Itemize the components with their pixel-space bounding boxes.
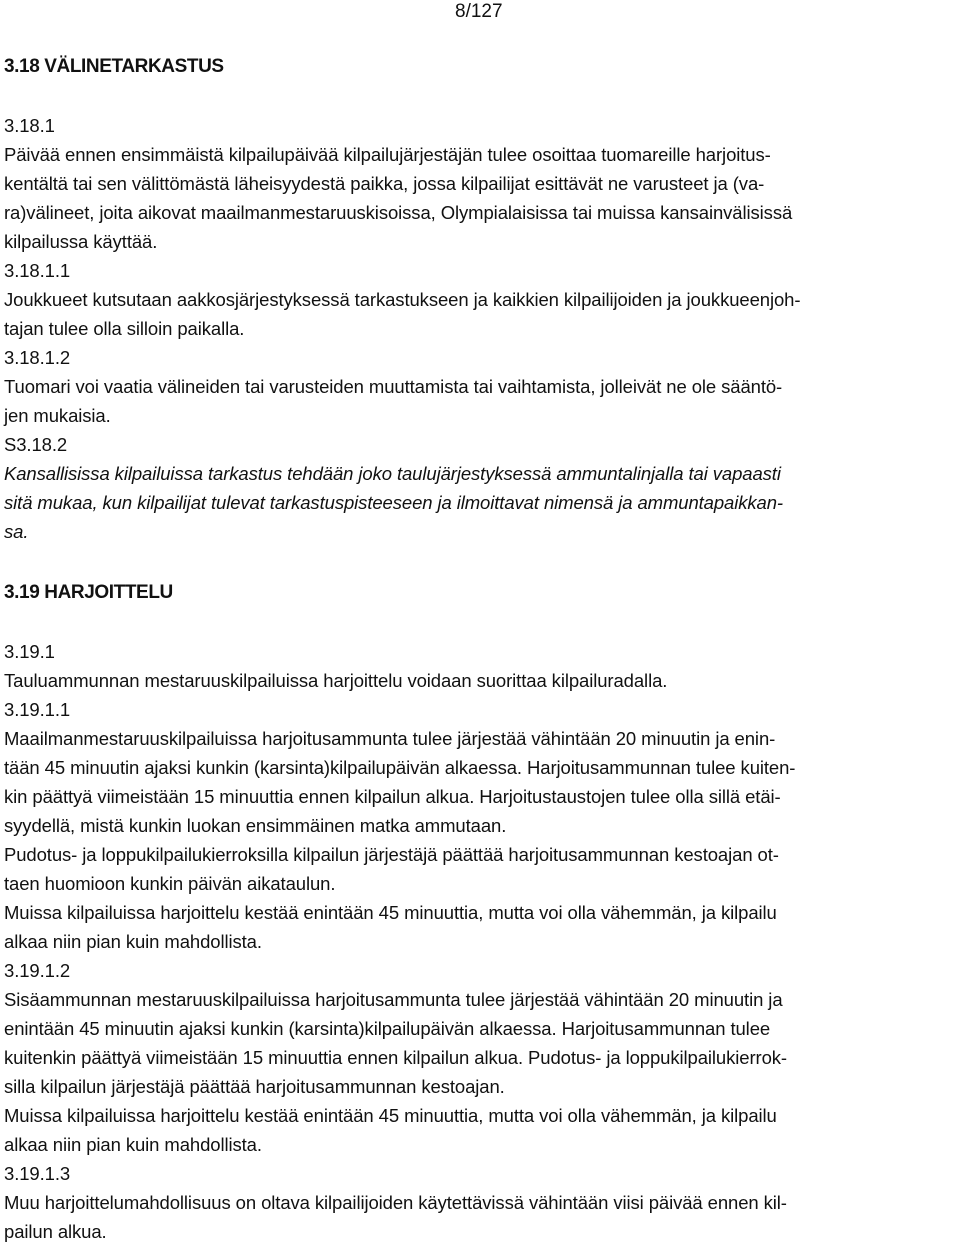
text-line: kuitenkin päättyä viimeistään 15 minuuttia ennen kilpailun alkua. Pudotus- ja loppukilpailukierrok-	[4, 1047, 787, 1068]
text-line: Pudotus- ja loppukilpailukierroksilla kilpailun järjestäjä päättää harjoitusammunnan kestoajan ot-	[4, 844, 779, 865]
text-line: Muissa kilpailuissa harjoittelu kestää enintään 45 minuuttia, mutta voi olla vähemmän, ja kilpailu	[4, 902, 777, 923]
text-line: taen huomioon kunkin päivän aikataulun.	[4, 873, 336, 894]
text-line: kilpailussa käyttää.	[4, 231, 158, 252]
italic-text-line: Kansallisissa kilpailuissa tarkastus tehdään joko taulujärjestyksessä ammuntalinjalla tai vapaasti	[4, 463, 781, 484]
text-line: jen mukaisia.	[4, 405, 111, 426]
text-line: Sisäammunnan mestaruuskilpailuissa harjoitusammunta tulee järjestää vähintään 20 minuutin ja	[4, 989, 783, 1010]
text-line: tajan tulee olla silloin paikalla.	[4, 318, 245, 339]
text-line: silla kilpailun järjestäjä päättää harjoitusammunnan kestoajan.	[4, 1076, 505, 1097]
text-line: Tauluammunnan mestaruuskilpailuissa harjoittelu voidaan suorittaa kilpailuradalla.	[4, 670, 668, 691]
text-line: alkaa niin pian kuin mahdollista.	[4, 1134, 262, 1155]
section-heading-3-18: 3.18 VÄLINETARKASTUS	[4, 56, 224, 77]
text-line: tään 45 minuutin ajaksi kunkin (karsinta)kilpailupäivän alkaessa. Harjoitusammunnan tulee kuiten-	[4, 757, 796, 778]
text-line: ra)välineet, joita aikovat maailmanmestaruuskisoissa, Olympialaisissa tai muissa kansainvälisissä	[4, 202, 793, 223]
page-number: 8/127	[455, 1, 503, 22]
clause-number: 3.19.1.1	[4, 699, 71, 720]
section-3-18-body	[4, 111, 950, 546]
text-line: kin päättyä viimeistään 15 minuuttia ennen kilpailun alkua. Harjoitustaustojen tulee olla sillä etäi-	[4, 786, 781, 807]
text-line: Muu harjoittelumahdollisuus on oltava kilpailijoiden käytettävissä vähintään viisi päivää ennen kil-	[4, 1192, 787, 1213]
clause-number: 3.19.1.3	[4, 1163, 71, 1184]
clause-number: 3.18.1.1	[4, 260, 71, 281]
text-line: Tuomari voi vaatia välineiden tai varusteiden muuttamista tai vaihtamista, jolleivät ne ole sääntö-	[4, 376, 783, 397]
text-line: pailun alkua.	[4, 1221, 107, 1242]
clause-number: S3.18.2	[4, 434, 68, 455]
section-3-19-body	[4, 637, 950, 1246]
clause-number: 3.18.1.2	[4, 347, 71, 368]
text-line: Päivää ennen ensimmäistä kilpailupäivää kilpailujärjestäjän tulee osoittaa tuomareille harjoitus-	[4, 144, 771, 165]
text-line: kentältä tai sen välittömästä läheisyydestä paikka, jossa kilpailijat esittävät ne varusteet ja (va-	[4, 173, 765, 194]
text-line: alkaa niin pian kuin mahdollista.	[4, 931, 262, 952]
clause-number: 3.18.1	[4, 115, 55, 136]
italic-text-line: sitä mukaa, kun kilpailijat tulevat tarkastuspisteeseen ja ilmoittavat nimensä ja ammuntapaikkan-	[4, 492, 783, 513]
text-line: Maailmanmestaruuskilpailuissa harjoitusammunta tulee järjestää vähintään 20 minuutin ja enin-	[4, 728, 776, 749]
italic-text-line: sa.	[4, 521, 29, 542]
text-line: enintään 45 minuutin ajaksi kunkin (karsinta)kilpailupäivän alkaessa. Harjoitusammunnan tulee	[4, 1018, 771, 1039]
text-line: syydellä, mistä kunkin luokan ensimmäinen matka ammutaan.	[4, 815, 507, 836]
text-line: Muissa kilpailuissa harjoittelu kestää enintään 45 minuuttia, mutta voi olla vähemmän, ja kilpailu	[4, 1105, 777, 1126]
clause-number: 3.19.1.2	[4, 960, 71, 981]
section-heading-3-19: 3.19 HARJOITTELU	[4, 582, 173, 603]
text-line: Joukkueet kutsutaan aakkosjärjestyksessä tarkastukseen ja kaikkien kilpailijoiden ja joukkueenjoh-	[4, 289, 801, 310]
clause-number: 3.19.1	[4, 641, 55, 662]
